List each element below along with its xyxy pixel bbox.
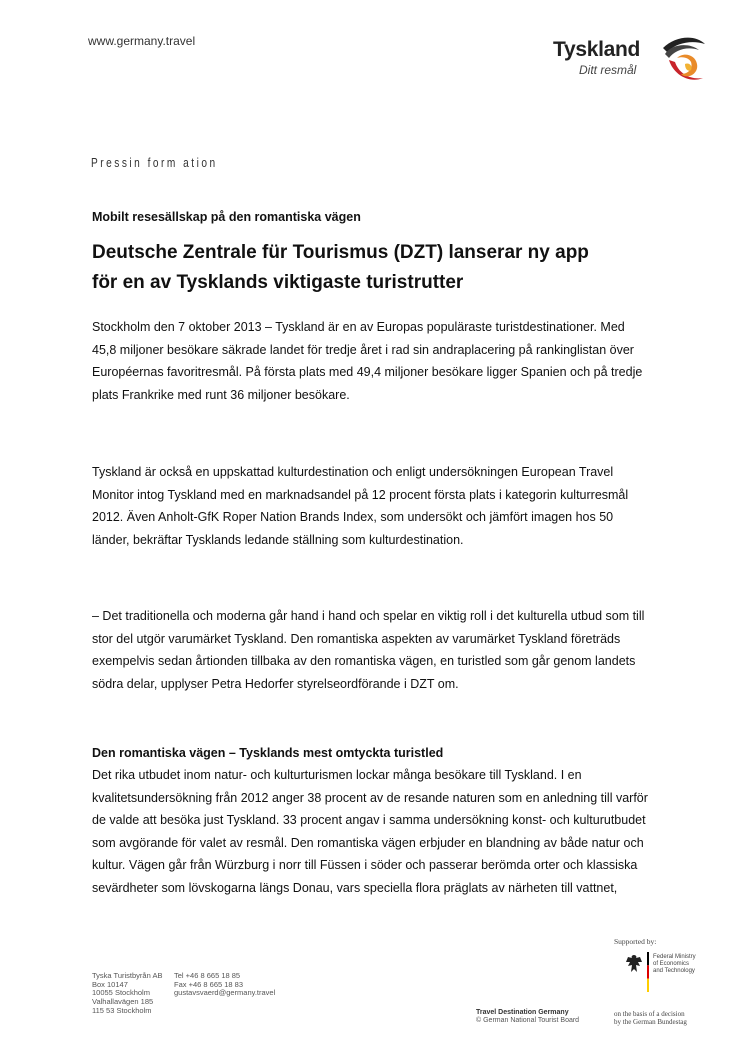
ministry-line: Federal Ministry <box>653 954 696 960</box>
tyskland-logo <box>553 34 713 90</box>
address-line: 10055 Stockholm <box>92 988 150 998</box>
paragraph-romantic-road: Det rika utbudet inom natur- och kulturturismen lockar många besökare till Tyskland. I en kvalitetsundersökning från 2012 anger 38 procent av de resande naturen som en anledning till varför de valde att besöka just Tyskland. 33 procent angav i samma undersökning konst- och kulturutbudet som avgörande för valet av resmål. Den romantiska vägen erbjuder en blandning av både natur och kultur. Vägen går från Würzburg i norr till Füssen i söder och passerar berömda orter och klassiska sevärdheter som lövskogarna längs Donau, vars speciella flora präglats av närheten till vattnet, <box>92 768 648 895</box>
tdg-subtitle: © German National Tourist Board <box>476 1017 580 1024</box>
german-flag-bar <box>647 952 649 992</box>
paragraph-intro: Stockholm den 7 oktober 2013 – Tyskland är en av Europas populäraste turistdestinationer. Med 45,8 miljoner besökare säkrade landet för tredje året i rad sin andraplacering på rankinglistan över Européernas favoritresmål. På första plats med 49,4 miljoner besökare ligger Spanien och på tredje plats Frankrike med runt 36 miljoner besökare. <box>92 320 643 402</box>
ministry-logo <box>625 952 705 996</box>
ministry-line: and Technology <box>653 968 695 975</box>
paragraph-quote: – Det traditionella och moderna går hand i hand och spelar en viktig roll i det kulturella utbud som till stor del utgör varumärket Tyskland. Den romantiska aspekten av varumärket Tyskland företräds exempelvis sedan årtionden tillbaka av den romantiska vägen, en turistled som går genom landets södra delar, upplyser Petra Hedorfer styrelseordförande i DZT om. <box>92 609 645 691</box>
basis-line: by the German Bundestag <box>614 1018 687 1027</box>
subheading: Mobilt resesällskap på den romantiska vägen <box>92 210 361 224</box>
logo-subtitle: Ditt resmål <box>579 63 637 77</box>
footer-address <box>92 972 162 1016</box>
headline <box>92 238 652 298</box>
headline-line: för en av Tysklands viktigaste turistrutter <box>92 272 464 293</box>
address-line: 115 53 Stockholm <box>92 1005 152 1015</box>
address-line: Tyska Turistbyrån AB <box>92 971 163 980</box>
logo-title: Tyskland <box>553 38 641 61</box>
section-heading: Den romantiska vägen – Tysklands mest omtyckta turistled <box>92 746 444 760</box>
footer-contact <box>174 972 275 998</box>
footer-tdg <box>476 1009 579 1025</box>
bundestag-decision <box>614 1010 687 1026</box>
headline-line: Deutsche Zentrale für Tourismus (DZT) lanserar ny app <box>92 242 589 263</box>
press-information-label: Pressin form ation <box>91 155 218 170</box>
ministry-name <box>653 954 696 976</box>
contact-phone: Tel +46 8 665 18 85 <box>174 971 241 980</box>
address-line: Valhallavägen 185 <box>92 997 154 1007</box>
swirl-logo-icon <box>655 34 707 88</box>
paragraph-culture: Tyskland är också en uppskattad kulturdestination och enligt undersökningen European Travel Monitor intog Tyskland med en marknadsandel på 12 procent första plats i kategorin kulturresmål 2012. Även Anholt-GfK Roper Nation Brands Index, som undersökt och jämfört imagen hos 50 länder, bekräftar Tysklands ledande ställning som kulturdestination. <box>92 465 629 547</box>
address-line: Box 10147 <box>92 979 128 989</box>
tdg-title: Travel Destination Germany <box>476 1009 569 1016</box>
supported-by-label: Supported by: <box>614 937 657 946</box>
ministry-line: of Economics <box>653 961 690 968</box>
basis-line: on the basis of a decision <box>614 1010 685 1018</box>
website-url: www.germany.travel <box>88 34 196 48</box>
eagle-icon <box>625 954 643 974</box>
contact-email[interactable]: gustavsvaerd@germany.travel <box>174 988 276 998</box>
contact-fax: Fax +46 8 665 18 83 <box>174 979 244 989</box>
